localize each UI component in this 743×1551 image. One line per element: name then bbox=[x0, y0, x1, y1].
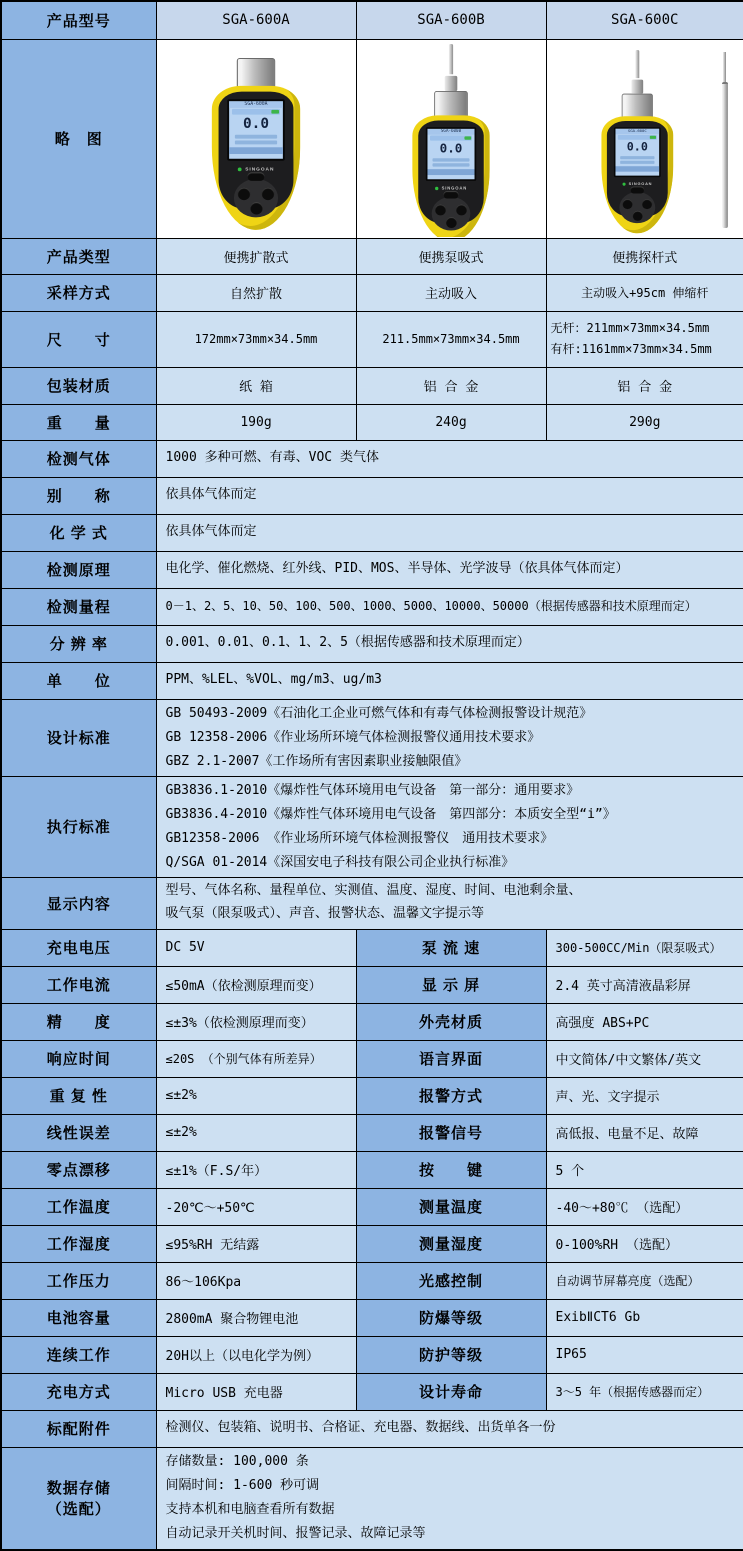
value-display-content: 型号、气体名称、量程单位、实测值、温度、湿度、时间、电池剩余量、 吸气泵（限泵吸式）、声音、报警状态、温馨文字提示等 bbox=[156, 877, 743, 929]
label-display-screen: 显 示 屏 bbox=[356, 966, 546, 1003]
screen-datebar bbox=[229, 147, 283, 154]
sensor-cap-icon bbox=[621, 94, 652, 119]
label-resolution: 分 辨 率 bbox=[1, 625, 156, 662]
row-working-pressure-light-control bbox=[1, 1262, 743, 1299]
menu-button-icon bbox=[630, 187, 644, 194]
label-data-storage bbox=[1, 1447, 156, 1550]
value-packaging-c: 铝 合 金 bbox=[546, 367, 743, 404]
device-body bbox=[412, 115, 489, 237]
value-accuracy: ≤±3%（依检测原理而变） bbox=[156, 1003, 356, 1040]
value-packaging-a: 纸 箱 bbox=[156, 367, 356, 404]
screen-info-line bbox=[433, 158, 470, 161]
left-button-icon bbox=[238, 188, 250, 200]
label-working-pressure: 工作压力 bbox=[1, 1262, 156, 1299]
value-accessories: 检测仪、包装箱、说明书、合格证、充电器、数据线、出货单各一份 bbox=[156, 1410, 743, 1447]
value-weight-b: 240g bbox=[356, 404, 546, 440]
label-response-time: 响应时间 bbox=[1, 1040, 156, 1077]
row-continuous-work-protection bbox=[1, 1336, 743, 1373]
button-pad bbox=[619, 192, 655, 223]
row-execution-standard bbox=[1, 776, 743, 877]
row-sketch bbox=[1, 39, 743, 238]
value-design-life: 3～5 年（根据传感器而定） bbox=[546, 1373, 743, 1410]
device-panel bbox=[418, 120, 484, 222]
label-packaging-material: 包装材质 bbox=[1, 367, 156, 404]
label-language-interface: 语言界面 bbox=[356, 1040, 546, 1077]
led-indicator bbox=[238, 167, 242, 171]
label-sampling-method: 采样方式 bbox=[1, 274, 156, 311]
device-body bbox=[212, 86, 300, 230]
value-weight-c: 290g bbox=[546, 404, 743, 440]
row-charging-voltage-pump-flow bbox=[1, 929, 743, 966]
photo-cell-sga-600a bbox=[156, 39, 356, 238]
value-linearity-error: ≤±2% bbox=[156, 1114, 356, 1151]
value-working-current: ≤50mA（依检测原理而变） bbox=[156, 966, 356, 1003]
label-alarm-signal: 报警信号 bbox=[356, 1114, 546, 1151]
photo-cell-sga-600c bbox=[546, 39, 743, 238]
row-detection-range bbox=[1, 588, 743, 625]
value-dimensions-b: 211.5mm×73mm×34.5mm bbox=[356, 311, 546, 367]
row-display-content bbox=[1, 877, 743, 929]
label-product-type: 产品类型 bbox=[1, 238, 156, 274]
value-chemical-formula: 依具体气体而定 bbox=[156, 514, 743, 551]
device-illustration-diffusion bbox=[210, 58, 302, 230]
value-design-standard: GB 50493-2009《石油化工企业可燃气体和有毒气体检测报警设计规范》 GB 12358-2006《作业场所环境气体检测报警仪通用技术要求》 GBZ 2.1-2007《工作场所有害因素职业接触限值》 bbox=[156, 699, 743, 776]
device-screen bbox=[227, 99, 285, 160]
label-unit: 单 位 bbox=[1, 662, 156, 699]
value-detection-range: 0－1、2、5、10、50、100、500、1000、5000、10000、50000（根据传感器和技术原理而定） bbox=[156, 588, 743, 625]
label-pump-flow-rate: 泵 流 速 bbox=[356, 929, 546, 966]
row-response-time-language bbox=[1, 1040, 743, 1077]
label-battery-capacity: 电池容量 bbox=[1, 1299, 156, 1336]
value-explosion-proof-grade: ExibⅡCT6 Gb bbox=[546, 1299, 743, 1336]
row-working-current-display-screen bbox=[1, 966, 743, 1003]
value-sampling-a: 自然扩散 bbox=[156, 274, 356, 311]
photo-cell-sga-600b bbox=[356, 39, 546, 238]
row-zero-drift-keys bbox=[1, 1151, 743, 1188]
value-repeatability: ≤±2% bbox=[156, 1077, 356, 1114]
value-alias: 依具体气体而定 bbox=[156, 477, 743, 514]
device-screen bbox=[426, 127, 476, 181]
value-measuring-temperature: -40～+80℃ （选配） bbox=[546, 1188, 743, 1225]
screen-reading: 0.0 bbox=[626, 139, 648, 154]
label-execution-standard: 执行标准 bbox=[1, 776, 156, 877]
row-battery-explosion-proof bbox=[1, 1299, 743, 1336]
label-charging-voltage: 充电电压 bbox=[1, 929, 156, 966]
value-pump-flow-rate: 300-500CC/Min（限泵吸式） bbox=[546, 929, 743, 966]
screen-model-text: SGA-600B bbox=[427, 129, 474, 135]
value-detection-principle: 电化学、催化燃烧、红外线、PID、MOS、半导体、光学波导（依具体气体而定） bbox=[156, 551, 743, 588]
row-alias bbox=[1, 477, 743, 514]
label-working-humidity: 工作湿度 bbox=[1, 1225, 156, 1262]
value-alarm-mode: 声、光、文字提示 bbox=[546, 1077, 743, 1114]
value-response-time: ≤20S （个别气体有所差异） bbox=[156, 1040, 356, 1077]
screen-info-line bbox=[235, 141, 277, 145]
value-shell-material: 高强度 ABS+PC bbox=[546, 1003, 743, 1040]
screen-reading: 0.0 bbox=[439, 140, 463, 156]
label-alarm-mode: 报警方式 bbox=[356, 1077, 546, 1114]
value-weight-a: 190g bbox=[156, 404, 356, 440]
row-data-storage bbox=[1, 1447, 743, 1550]
value-charging-voltage: DC 5V bbox=[156, 929, 356, 966]
device-illustration-probe-rod bbox=[600, 50, 675, 233]
value-resolution: 0.001、0.01、0.1、1、2、5（根据传感器和技术原理而定） bbox=[156, 625, 743, 662]
label-light-sensing-control: 光感控制 bbox=[356, 1262, 546, 1299]
model-name-b: SGA-600B bbox=[356, 1, 546, 39]
row-accessories bbox=[1, 1410, 743, 1447]
screen-model-text: SGA-600C bbox=[615, 129, 659, 134]
enter-button-icon bbox=[446, 217, 457, 228]
label-weight: 重 量 bbox=[1, 404, 156, 440]
label-data-storage-line1: 数据存储 bbox=[46, 1480, 111, 1498]
screen-info-line bbox=[433, 163, 470, 166]
label-display-content: 显示内容 bbox=[1, 877, 156, 929]
row-linearity-error-alarm-signal bbox=[1, 1114, 743, 1151]
label-chemical-formula: 化 学 式 bbox=[1, 514, 156, 551]
enter-button-icon bbox=[632, 211, 642, 221]
device-body bbox=[601, 116, 673, 233]
value-continuous-working: 20H以上（以电化学为例） bbox=[156, 1336, 356, 1373]
dimensions-c-without-rod: 无杆：211mm×73mm×34.5mm bbox=[550, 321, 710, 335]
value-execution-standard: GB3836.1-2010《爆炸性气体环境用电气设备 第一部分：通用要求》 GB3836.4-2010《爆炸性气体环境用电气设备 第四部分：本质安全型“i”》 GB12358-2006 《作业场所环境气体检测报警仪 通用技术要求》 Q/SGA 01-2014《深国安电子科技有限公司企业执行标准》 bbox=[156, 776, 743, 877]
left-button-icon bbox=[435, 204, 446, 215]
value-data-storage: 存储数量: 100,000 条 间隔时间: 1-600 秒可调 支持本机和电脑查看所有数据 自动记录开关机时间、报警记录、故障记录等 bbox=[156, 1447, 743, 1550]
value-zero-drift: ≤±1%（F.S/年） bbox=[156, 1151, 356, 1188]
label-zero-drift: 零点漂移 bbox=[1, 1151, 156, 1188]
row-sampling-method bbox=[1, 274, 743, 311]
pump-probe-icon bbox=[630, 50, 644, 94]
row-dimensions bbox=[1, 311, 743, 367]
label-explosion-proof-grade: 防爆等级 bbox=[356, 1299, 546, 1336]
left-button-icon bbox=[622, 199, 632, 209]
menu-button-icon bbox=[247, 172, 264, 181]
value-language-interface: 中文简体/中文繁体/英文 bbox=[546, 1040, 743, 1077]
label-detected-gas: 检测气体 bbox=[1, 440, 156, 477]
value-protection-grade: IP65 bbox=[546, 1336, 743, 1373]
label-continuous-working: 连续工作 bbox=[1, 1336, 156, 1373]
row-product-type bbox=[1, 238, 743, 274]
row-chemical-formula bbox=[1, 514, 743, 551]
value-light-sensing-control: 自动调节屏幕亮度（选配） bbox=[546, 1262, 743, 1299]
row-product-model bbox=[1, 1, 743, 39]
row-design-standard bbox=[1, 699, 743, 776]
label-sketch: 略 图 bbox=[1, 39, 156, 238]
screen-statusbar bbox=[430, 136, 472, 141]
value-product-type-c: 便携探杆式 bbox=[546, 238, 743, 274]
row-charging-method-design-life bbox=[1, 1373, 743, 1410]
value-dimensions-c bbox=[546, 311, 743, 367]
device-panel bbox=[219, 92, 294, 209]
label-detection-principle: 检测原理 bbox=[1, 551, 156, 588]
pump-probe-icon bbox=[443, 44, 458, 91]
value-display-screen: 2.4 英寸高清液晶彩屏 bbox=[546, 966, 743, 1003]
screen-datebar bbox=[427, 169, 474, 175]
label-keys: 按 键 bbox=[356, 1151, 546, 1188]
screen-model-text: SGA-600A bbox=[229, 101, 283, 108]
right-button-icon bbox=[456, 204, 467, 215]
label-protection-grade: 防护等级 bbox=[356, 1336, 546, 1373]
sensor-cap-icon bbox=[237, 58, 275, 89]
row-repeatability-alarm-mode bbox=[1, 1077, 743, 1114]
row-accuracy-shell-material bbox=[1, 1003, 743, 1040]
row-detected-gas bbox=[1, 440, 743, 477]
value-keys: 5 个 bbox=[546, 1151, 743, 1188]
dimensions-c-with-rod: 有杆:1161mm×73mm×34.5mm bbox=[550, 342, 712, 356]
value-sampling-b: 主动吸入 bbox=[356, 274, 546, 311]
row-packaging-material bbox=[1, 367, 743, 404]
model-name-a: SGA-600A bbox=[156, 1, 356, 39]
row-working-temp-measure-temp bbox=[1, 1188, 743, 1225]
brand-text: SINGOAN bbox=[441, 185, 468, 191]
screen-info-line bbox=[620, 161, 654, 164]
row-detection-principle bbox=[1, 551, 743, 588]
label-charging-method: 充电方式 bbox=[1, 1373, 156, 1410]
label-product-model: 产品型号 bbox=[1, 1, 156, 39]
value-sampling-c: 主动吸入+95cm 伸缩杆 bbox=[546, 274, 743, 311]
led-indicator bbox=[435, 187, 438, 190]
model-name-c: SGA-600C bbox=[546, 1, 743, 39]
menu-button-icon bbox=[443, 191, 458, 199]
screen-info-line bbox=[235, 135, 277, 139]
label-working-temperature: 工作温度 bbox=[1, 1188, 156, 1225]
enter-button-icon bbox=[250, 202, 262, 214]
value-dimensions-a: 172mm×73mm×34.5mm bbox=[156, 311, 356, 367]
label-accuracy: 精 度 bbox=[1, 1003, 156, 1040]
value-detected-gas: 1000 多种可燃、有毒、VOC 类气体 bbox=[156, 440, 743, 477]
screen-reading: 0.0 bbox=[242, 114, 270, 132]
value-battery-capacity: 2800mA 聚合物锂电池 bbox=[156, 1299, 356, 1336]
screen-datebar bbox=[615, 166, 659, 171]
value-working-pressure: 86～106Kpa bbox=[156, 1262, 356, 1299]
label-linearity-error: 线性误差 bbox=[1, 1114, 156, 1151]
label-measuring-temperature: 测量温度 bbox=[356, 1188, 546, 1225]
label-alias: 别 称 bbox=[1, 477, 156, 514]
label-detection-range: 检测量程 bbox=[1, 588, 156, 625]
value-charging-method: Micro USB 充电器 bbox=[156, 1373, 356, 1410]
label-shell-material: 外壳材质 bbox=[356, 1003, 546, 1040]
value-product-type-a: 便携扩散式 bbox=[156, 238, 356, 274]
right-button-icon bbox=[262, 188, 274, 200]
row-weight bbox=[1, 404, 743, 440]
device-illustration-pump bbox=[411, 44, 492, 237]
device-panel bbox=[607, 121, 668, 216]
screen-statusbar bbox=[618, 135, 657, 140]
label-accessories: 标配附件 bbox=[1, 1410, 156, 1447]
value-packaging-b: 铝 合 金 bbox=[356, 367, 546, 404]
value-measuring-humidity: 0-100%RH （选配） bbox=[546, 1225, 743, 1262]
label-repeatability: 重 复 性 bbox=[1, 1077, 156, 1114]
label-measuring-humidity: 测量湿度 bbox=[356, 1225, 546, 1262]
sensor-cap-icon bbox=[434, 91, 468, 118]
brand-text: SINGOAN bbox=[245, 166, 275, 173]
label-design-life: 设计寿命 bbox=[356, 1373, 546, 1410]
value-unit: PPM、%LEL、%VOL、mg/m3、ug/m3 bbox=[156, 662, 743, 699]
label-working-current: 工作电流 bbox=[1, 966, 156, 1003]
value-product-type-b: 便携泵吸式 bbox=[356, 238, 546, 274]
label-dimensions: 尺 寸 bbox=[1, 311, 156, 367]
value-alarm-signal: 高低报、电量不足、故障 bbox=[546, 1114, 743, 1151]
label-data-storage-line2: （选配） bbox=[46, 1501, 111, 1519]
screen-statusbar bbox=[232, 109, 280, 115]
value-working-humidity: ≤95%RH 无结露 bbox=[156, 1225, 356, 1262]
right-button-icon bbox=[642, 199, 652, 209]
row-unit bbox=[1, 662, 743, 699]
row-working-humidity-measure-humidity bbox=[1, 1225, 743, 1262]
value-working-temperature: -20℃～+50℃ bbox=[156, 1188, 356, 1225]
button-pad bbox=[432, 197, 471, 231]
led-indicator bbox=[622, 183, 625, 186]
device-screen bbox=[614, 127, 661, 177]
row-resolution bbox=[1, 625, 743, 662]
brand-text: SINGOAN bbox=[628, 181, 653, 187]
button-pad bbox=[234, 179, 278, 217]
telescopic-rod-icon bbox=[721, 52, 728, 226]
label-design-standard: 设计标准 bbox=[1, 699, 156, 776]
screen-info-line bbox=[620, 156, 654, 159]
